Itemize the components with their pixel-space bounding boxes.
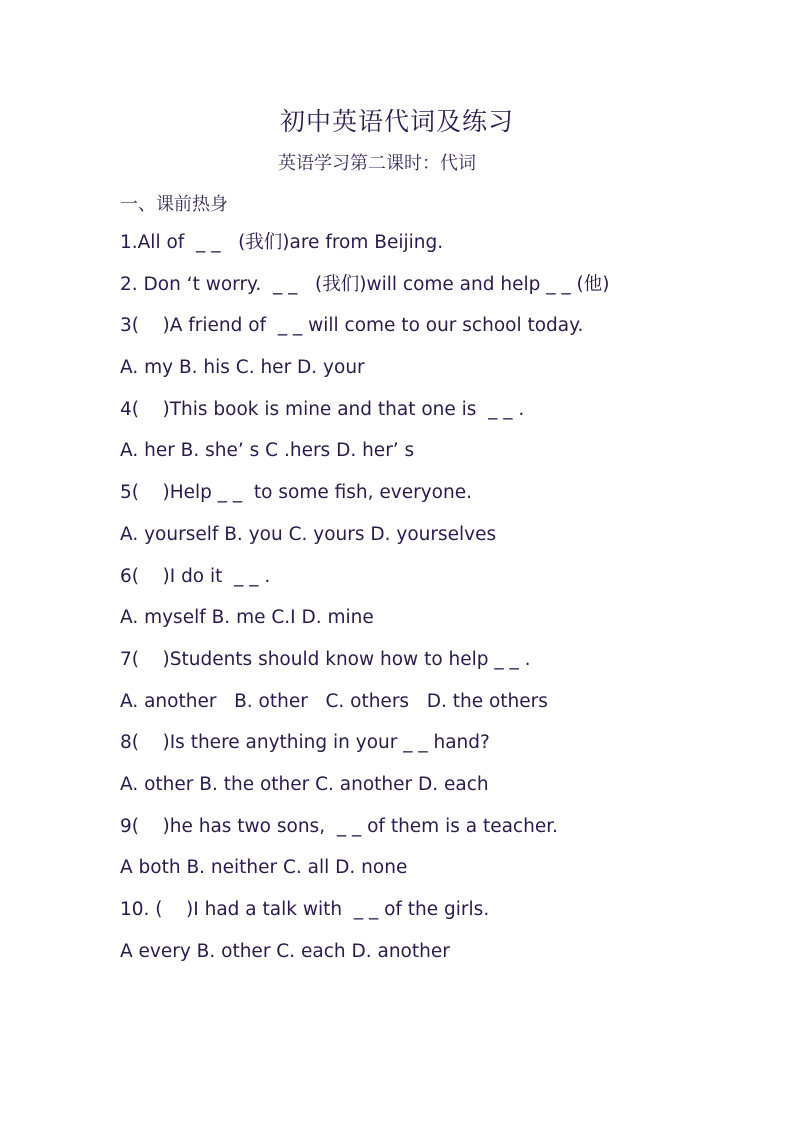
exercise-line: 5( )Help _ _ to some fish, everyone. [120,482,472,504]
answer-options: A. myself B. me C.I D. mine [120,607,374,629]
exercise-line: 1.All of _ _ (我们)are from Beijing. [120,232,444,253]
section-heading: 一、课前热身 [120,194,228,215]
exercise-line: 7( )Students should know how to help _ _ . [120,648,531,670]
exercise-line: 2. Don ‘t worry. _ _ (我们)will come and help _ _ (他) [120,273,610,295]
answer-options: A every B. other C. each D. another [120,940,450,962]
answer-options: A. my B. his C. her D. your [120,357,365,379]
answer-options: A. another B. other C. others D. the others [120,690,548,712]
exercise-line: 3( )A friend of _ _ will come to our school today. [120,315,584,337]
exercise-line: 8( )Is there anything in your _ _ hand? [120,732,490,754]
answer-options: A. her B. she’ s C .hers D. her’ s [120,440,415,462]
exercise-list [120,228,760,978]
answer-options: A both B. neither C. all D. none [120,857,408,879]
page-subtitle: 英语学习第二课时：代词 [278,153,476,174]
page-title: 初中英语代词及练习 [279,107,514,136]
answer-options: A. other B. the other C. another D. each [120,773,489,795]
exercise-line: 9( )he has two sons, _ _ of them is a teacher. [120,815,558,837]
exercise-line: 6( )I do it _ _ . [120,565,271,587]
exercise-line: 10. ( )I had a talk with _ _ of the girls. [120,899,490,920]
answer-options: A. yourself B. you C. yours D. yourselves [120,523,497,545]
exercise-line: 4( )This book is mine and that one is _ _ . [120,398,525,420]
